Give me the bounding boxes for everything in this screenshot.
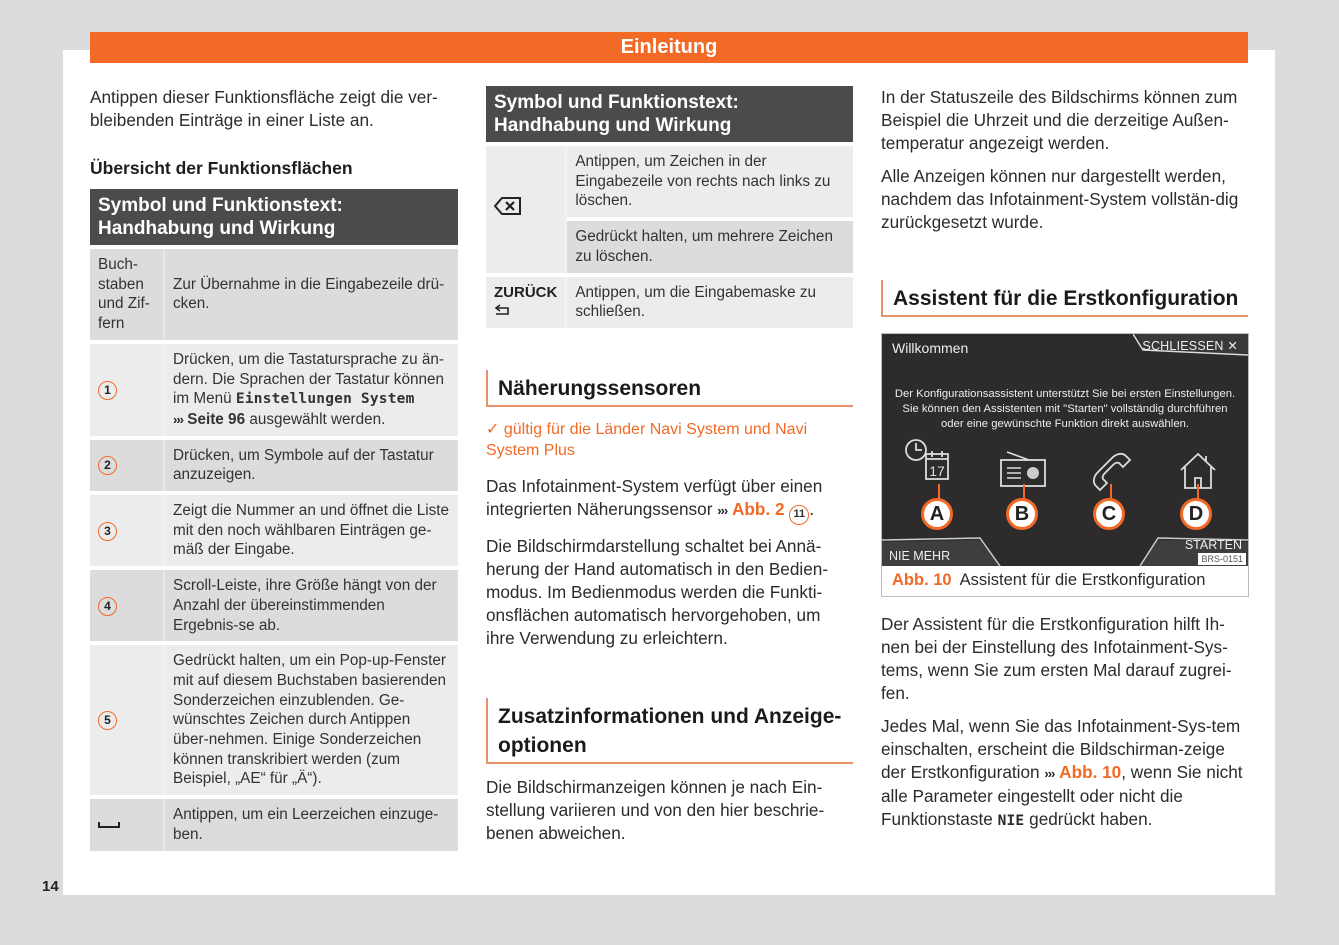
description-cell: Scroll-Leiste, ihre Größe hängt von der Anzahl der übereinstimmenden Ergebnis-se ab. xyxy=(165,570,458,641)
function-table xyxy=(90,185,458,855)
marker-2-icon: 2 xyxy=(98,456,117,475)
figure-caption: Abb. 10 Assistent für die Erstkonfiguration xyxy=(892,571,1206,589)
table-header: Symbol und Funktionstext: Handhabung und Wirkung xyxy=(486,86,853,142)
description-cell: Zeigt die Nummer an und öffnet die Liste mit den noch wählbaren Einträgen ge-mäß der Eingabe. xyxy=(165,495,458,566)
figure-link[interactable]: Abb. 10 xyxy=(1059,762,1122,782)
table-row xyxy=(90,570,458,641)
chapter-header: Einleitung xyxy=(90,32,1248,63)
badge-c: C xyxy=(1093,498,1125,530)
never-again-button[interactable]: NIE MEHR xyxy=(882,536,1002,566)
page-link[interactable]: Seite 96 xyxy=(187,410,246,428)
marker-11-icon: 11 xyxy=(789,505,809,525)
chevron-icon: ››› xyxy=(1044,766,1055,781)
description-cell: Antippen, um ein Leerzeichen einzuge-ben. xyxy=(165,799,458,850)
svg-text:17: 17 xyxy=(929,463,945,479)
marker-4-icon: 4 xyxy=(98,597,117,616)
setup-screen xyxy=(882,334,1248,566)
table-row xyxy=(90,440,458,491)
badge-b: B xyxy=(1006,498,1038,530)
table-header: Symbol und Funktionstext: Handhabung und Wirkung xyxy=(90,189,458,245)
badge-a: A xyxy=(921,498,953,530)
intro-paragraph: Antippen dieser Funktionsfläche zeigt die ver-bleibenden Einträge in einer Liste an. xyxy=(90,87,438,130)
overview-heading: Übersicht der Funktionsflächen xyxy=(90,158,353,178)
description-cell: Drücken, um die Tastatursprache zu än-dern. Die Sprachen der Tastatur können im Menü Einstellungen System ››› Seite 96 ausgewählt werden. xyxy=(165,344,458,436)
back-arrow-icon xyxy=(494,304,512,316)
clock-calendar-icon[interactable] xyxy=(904,438,954,488)
section-heading-extra-info: Zusatzinformationen und Anzeige-optionen xyxy=(486,698,853,764)
assistant-paragraph-2: Jedes Mal, wenn Sie das Infotainment-Sys-tem einschalten, erscheint die Bildschirman-zeige der Erstkonfiguration ››› Abb. 10, wenn Sie nicht alle Parameter eingestellt oder nicht die Funktionstaste NIE gedrückt haben. xyxy=(881,716,1243,829)
backspace-icon xyxy=(494,197,522,215)
extra-paragraph: Die Bildschirmanzeigen können je nach Ein-stellung variieren und von den hier beschrie-benen abweichen. xyxy=(486,776,825,843)
description-cell: Gedrückt halten, um ein Pop-up-Fenster mit auf diesem Buchstaben basierenden Sonderzeichen einzublenden. Ge-wünschtes Zeichen durch Antippen über-nehmen. Einige Sonderzeichen können transkribiert werden (zum Beispiel, „AE“ für „Ä“). xyxy=(165,645,458,795)
table-row xyxy=(90,645,458,795)
marker-1-icon: 1 xyxy=(98,381,117,400)
description-cell: Zur Übernahme in die Eingabezeile drü-cken. xyxy=(165,249,458,340)
function-table-continued xyxy=(486,82,853,332)
description-cell: Gedrückt halten, um mehrere Zeichen zu löschen. xyxy=(567,221,853,272)
table-row xyxy=(90,799,458,850)
status-paragraph: In der Statuszeile des Bildschirms können zum Beispiel die Uhrzeit und die derzeitige Außen-temperatur angezeigt werden. xyxy=(881,87,1238,153)
description-cell: Antippen, um Zeichen in der Eingabezeile von rechts nach links zu löschen. xyxy=(567,146,853,217)
figure-link[interactable]: Abb. 2 xyxy=(732,498,785,519)
column-middle xyxy=(486,86,853,855)
page-number: 14 xyxy=(42,878,59,895)
screen-message: Der Konfigurationsassistent unterstützt Sie bei ersten Einstellungen. Sie können den Assistenten mit "Starten" vollständig durchführen oder eine gewünschte Funktion direkt auswählen. xyxy=(894,388,1236,430)
table-row xyxy=(486,277,853,328)
table-row xyxy=(486,146,853,217)
badge-d: D xyxy=(1180,498,1212,530)
screen-title: Willkommen xyxy=(892,340,969,356)
table-row xyxy=(90,249,458,340)
chevron-icon: ››› xyxy=(717,502,728,518)
table-row xyxy=(90,344,458,436)
column-right xyxy=(881,86,1248,843)
menu-path: Einstellungen System xyxy=(235,391,415,408)
figure-10 xyxy=(881,333,1249,597)
space-bar-icon xyxy=(98,821,120,829)
sensors-paragraph-2: Die Bildschirmdarstellung schaltet bei Annä-herung der Hand automatisch in den Bedien-modus. Im Bedienmodus werden die Funkti-onsflächen automatisch hervorgehoben, um ihre Verwendung zu erleichtern. xyxy=(486,535,829,648)
description-cell: Drücken, um Symbole auf der Tastatur anzuzeigen. xyxy=(165,440,458,491)
sensors-paragraph-1: Das Infotainment-System verfügt über einen integrierten Näherungssensor ››› Abb. 2 11 . xyxy=(486,475,853,525)
section-heading-sensors: Näherungssensoren xyxy=(486,370,853,407)
key-name: NIE xyxy=(997,813,1025,829)
section-heading-assistant: Assistent für die Erstkonfiguration xyxy=(881,280,1248,317)
table-row xyxy=(90,495,458,566)
marker-5-icon: 5 xyxy=(98,711,117,730)
close-button[interactable]: SCHLIESSEN ✕ xyxy=(1133,334,1248,358)
column-left xyxy=(90,86,458,855)
close-icon: ✕ xyxy=(1227,339,1238,353)
back-label: ZURÜCK xyxy=(494,283,558,301)
validity-note: ✓ gültig für die Länder Navi System und Navi System Plus xyxy=(486,420,808,459)
figure-code: BRS-0151 xyxy=(1198,553,1246,565)
start-button[interactable]: STARTEN xyxy=(1138,536,1248,566)
description-cell: Antippen, um die Eingabemaske zu schließen. xyxy=(567,277,853,328)
chevron-icon: ››› xyxy=(173,411,183,427)
assistant-paragraph-1: Der Assistent für die Erstkonfiguration hilft Ih-nen bei der Einstellung des Infotainment-Sys-tems, wenn Sie zum ersten Mal darauf zugrei-fen. xyxy=(881,614,1232,703)
symbol-cell: Buch-staben und Zif-fern xyxy=(90,249,165,340)
marker-3-icon: 3 xyxy=(98,522,117,541)
display-paragraph: Alle Anzeigen können nur dargestellt werden, nachdem das Infotainment-System vollstän-dig zurückgesetzt wurde. xyxy=(881,166,1239,232)
